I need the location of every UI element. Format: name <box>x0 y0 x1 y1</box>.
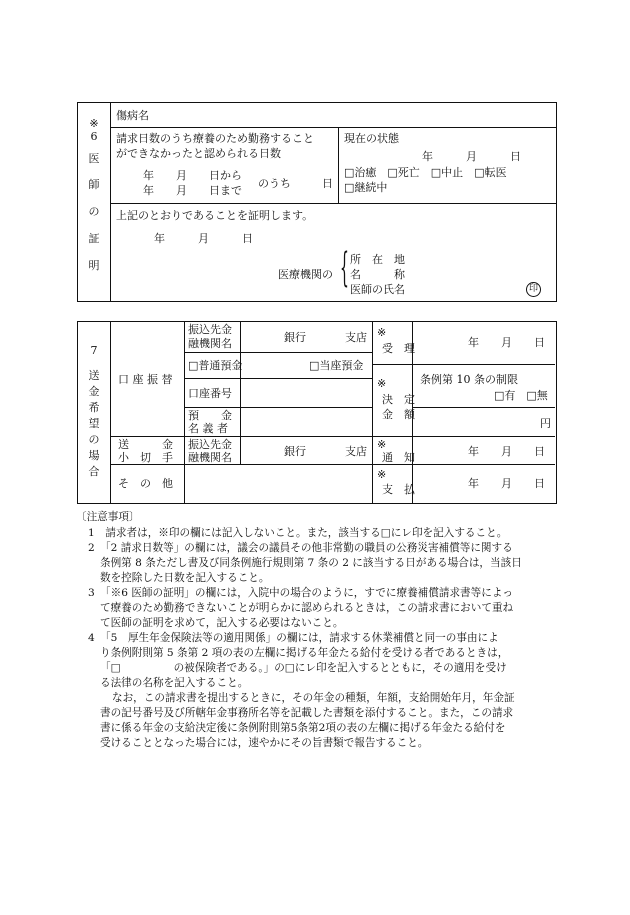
period-days: 日 <box>322 177 333 190</box>
doctor-name-label: 医師の氏名 <box>350 283 405 296</box>
note-line: なお，この請求書を提出するときに，その年金の種類，年額，支給開始年月，年金証 <box>112 692 515 704</box>
receipt-mark: ※ <box>377 326 387 339</box>
note-line: 書に係る年金の支給決定後に条例附則第5条第2項の表の左欄に掲げる年金たる給付を <box>100 722 506 734</box>
payment-label: 支 払 <box>382 483 415 496</box>
account-transfer-label: 口 座 振 替 <box>118 373 173 386</box>
doctor-side-label: ※ 6 医 師 の 証 明 <box>88 117 100 272</box>
receipt-label: 受 理 <box>382 342 415 355</box>
status-options[interactable]: □治癒 □死亡 □中止 □転医 <box>344 166 507 179</box>
note-line: 4 「5 厚生年金保険法等の適用関係」の欄には，請求する休業補償と同一の事由によ <box>88 632 499 644</box>
period-from: 年 月 日から <box>143 169 242 182</box>
transfer-bottom-divider <box>110 436 372 437</box>
check-label-1: 送 金 <box>118 438 173 451</box>
check-bank-label-1: 振込先金 <box>188 438 232 451</box>
status-divider <box>338 127 339 204</box>
payment-date: 年 月 日 <box>468 477 545 490</box>
method-divider <box>184 321 185 503</box>
bank-label-1: 振込先金 <box>188 323 232 336</box>
notes-header: 〔注意事項〕 <box>76 511 140 523</box>
note-line: 1 請求者は，※印の欄には記入しないこと。また，該当する□にレ印を記入すること。 <box>88 527 508 539</box>
disease-row-divider <box>110 127 556 128</box>
note-line: る法律の名称を記入すること。 <box>100 677 249 689</box>
receipt-row-divider <box>372 364 555 365</box>
notice-label: 通 知 <box>382 451 415 464</box>
period-label-line-1: 請求日数のうち療養のため勤務すること <box>116 132 314 145</box>
left-block-divider <box>372 321 373 503</box>
institution-label: 医療機関の <box>278 268 333 281</box>
remit-side-label: 7 送 金 希 望 の 場 合 <box>88 344 100 478</box>
institution-brace: { <box>340 245 349 291</box>
period-within: のうち <box>258 177 291 190</box>
decision-split <box>412 407 555 408</box>
doctor-side-divider <box>110 102 111 301</box>
certify-text: 上記のとおりであることを証明します。 <box>116 209 314 222</box>
check-label-2: 小 切 手 <box>118 451 173 464</box>
branch-suffix: 支店 <box>345 331 367 344</box>
type-row-divider <box>184 378 372 379</box>
period-to: 年 月 日まで <box>143 184 242 197</box>
check-bottom-divider <box>110 464 372 465</box>
check-bank-suffix: 銀行 <box>284 445 306 458</box>
decision-row-divider <box>372 436 555 437</box>
account-number-label: 口座番号 <box>188 387 232 400</box>
limit-label: 条例第 10 条の制限 <box>420 373 518 386</box>
disease-name-label: 傷病名 <box>116 109 149 122</box>
ordinary-deposit-checkbox[interactable]: □普通預金 <box>188 359 243 372</box>
check-bank-label-2: 融機関名 <box>188 451 232 464</box>
institution-name-label: 名 称 <box>350 268 405 281</box>
note-line: 条例第 8 条ただし書及び同条例施行規則第 7 条の 2 に該当する日がある場合は，当該日 <box>100 557 522 569</box>
institution-address-label: 所 在 地 <box>350 253 405 266</box>
notice-row-divider <box>372 464 555 465</box>
limit-options[interactable]: □有 □無 <box>494 389 548 402</box>
note-line: 書の記号番号及び所轄年金事務所名等を記載した書類を添付すること。また，この請求 <box>100 707 514 719</box>
status-date: 年 月 日 <box>422 150 521 163</box>
yen-label: 円 <box>540 417 551 430</box>
seal-icon: 印 <box>526 282 541 297</box>
account-holder-label-1: 預 金 <box>188 409 232 422</box>
status-continue-checkbox[interactable]: □継続中 <box>344 181 388 194</box>
bank-row-divider <box>184 352 372 353</box>
account-row-divider <box>184 407 372 408</box>
period-label-line-2: ができなかったと認められる日数 <box>116 147 281 160</box>
note-line: 3 「※6 医師の証明」の欄には，入院中の場合のように，すでに療養補償請求書等によっ <box>88 587 514 599</box>
current-deposit-checkbox[interactable]: □当座預金 <box>309 359 364 372</box>
note-line: 数を控除した日数を記入すること。 <box>100 572 270 584</box>
note-line: て療養のため勤務できないことが明らかに認められるときは，この請求書において重ね <box>100 602 514 614</box>
note-line: て医師の証明を求めて，記入する必要はないこと。 <box>100 617 344 629</box>
other-label: そ の 他 <box>118 477 173 490</box>
check-branch-suffix: 支店 <box>345 445 367 458</box>
notice-date: 年 月 日 <box>468 445 545 458</box>
payment-mark: ※ <box>377 468 387 481</box>
bank-suffix: 銀行 <box>284 331 306 344</box>
receipt-date: 年 月 日 <box>468 336 545 349</box>
decision-label-2: 金 額 <box>382 408 415 421</box>
certify-date: 年 月 日 <box>154 232 253 245</box>
note-line: 「□ の被保険者である。」の□にレ印を記入するとともに，その適用を受け <box>100 662 507 674</box>
period-row-divider <box>110 203 556 204</box>
note-line: り条例附則第 5 条第 2 項の表の左欄に掲げる年金たる給付を受ける者であるときは， <box>100 647 509 659</box>
status-label: 現在の状態 <box>344 132 399 145</box>
decision-mark: ※ <box>377 377 387 390</box>
bank-label-2: 融機関名 <box>188 337 232 350</box>
field-label-divider <box>240 321 241 464</box>
remit-side-divider <box>110 321 111 503</box>
note-line: 2 「2 請求日数等」の欄には，議会の議員その他非常勤の職員の公務災害補償等に関する <box>88 542 513 554</box>
note-line: 受けることとなった場合には，速やかにその旨書類で報告すること。 <box>100 737 429 749</box>
account-holder-label-2: 名 義 者 <box>188 422 228 435</box>
notice-mark: ※ <box>377 438 387 451</box>
decision-label-1: 決 定 <box>382 393 415 406</box>
